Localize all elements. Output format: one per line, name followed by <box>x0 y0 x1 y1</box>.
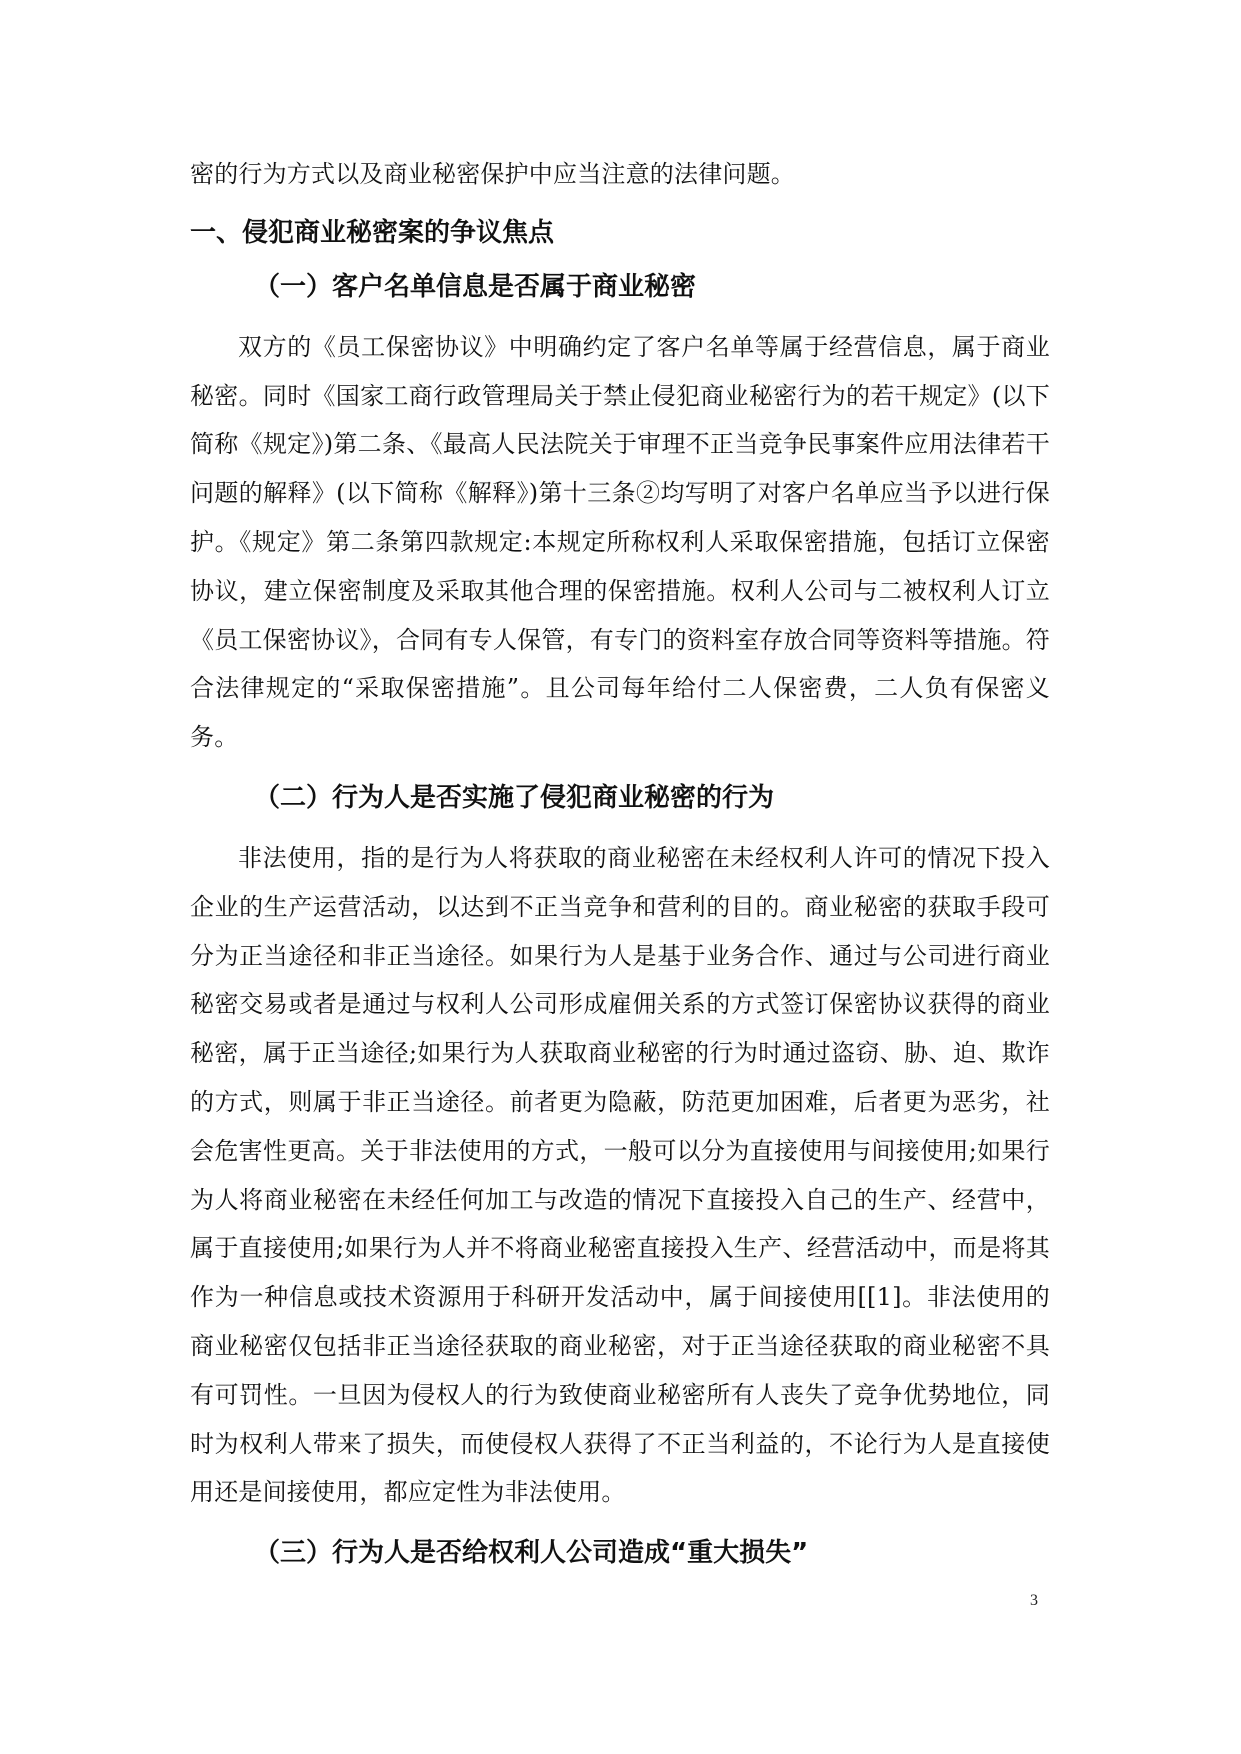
document-body <box>190 150 1050 1589</box>
subsection-1-paragraph: 双方的《员工保密协议》中明确约定了客户名单等属于经营信息，属于商业秘密。同时《国家工商行政管理局关于禁止侵犯商业秘密行为的若干规定》(以下简称《规定》)第二条、《最高人民法院关于审理不正当竞争民事案件应用法律若干问题的解释》(以下简称《解释》)第十三条②均写明了对客户名单应当予以进行保护。《规定》第二条第四款规定:本规定所称权利人采取保密措施，包括订立保密协议，建立保密制度及采取其他合理的保密措施。权利人公司与二被权利人订立《员工保密协议》，合同有专人保管，有专门的资料室存放合同等资料等措施。符合法律规定的“采取保密措施”。且公司每年给付二人保密费，二人负有保密义务。 <box>190 332 1050 752</box>
section-heading: 一、侵犯商业秘密案的争议焦点 <box>190 217 555 248</box>
subsection-heading-2: （二）行为人是否实施了侵犯商业秘密的行为 <box>254 782 775 813</box>
subsection-2-paragraph: 非法使用，指的是行为人将获取的商业秘密在未经权利人许可的情况下投入企业的生产运营活动，以达到不正当竞争和营利的目的。商业秘密的获取手段可分为正当途径和非正当途径。如果行为人是基于业务合作、通过与公司进行商业秘密交易或者是通过与权利人公司形成雇佣关系的方式签订保密协议获得的商业秘密，属于正当途径;如果行为人获取商业秘密的行为时通过盗窃、胁、迫、欺诈的方式，则属于非正当途径。前者更为隐蔽，防范更加困难，后者更为恶劣，社会危害性更高。关于非法使用的方式，一般可以分为直接使用与间接使用;如果行为人将商业秘密在未经任何加工与改造的情况下直接投入自己的生产、经营中，属于直接使用;如果行为人并不将商业秘密直接投入生产、经营活动中，而是将其作为一种信息或技术资源用于科研开发活动中，属于间接使用[[1]。非法使用的商业秘密仅包括非正当途径获取的商业秘密，对于正当途径获取的商业秘密不具有可罚性。一旦因为侵权人的行为致使商业秘密所有人丧失了竞争优势地位，同时为权利人带来了损失，而使侵权人获得了不正当利益的，不论行为人是直接使用还是间接使用，都应定性为非法使用。 <box>190 843 1050 1507</box>
subsection-heading-1: （一）客户名单信息是否属于商业秘密 <box>254 271 697 302</box>
page-number: 3 <box>1030 1592 1038 1609</box>
intro-paragraph: 密的行为方式以及商业秘密保护中应当注意的法律问题。 <box>190 160 795 188</box>
subsection-heading-3: （三）行为人是否给权利人公司造成“重大损失” <box>254 1538 809 1569</box>
